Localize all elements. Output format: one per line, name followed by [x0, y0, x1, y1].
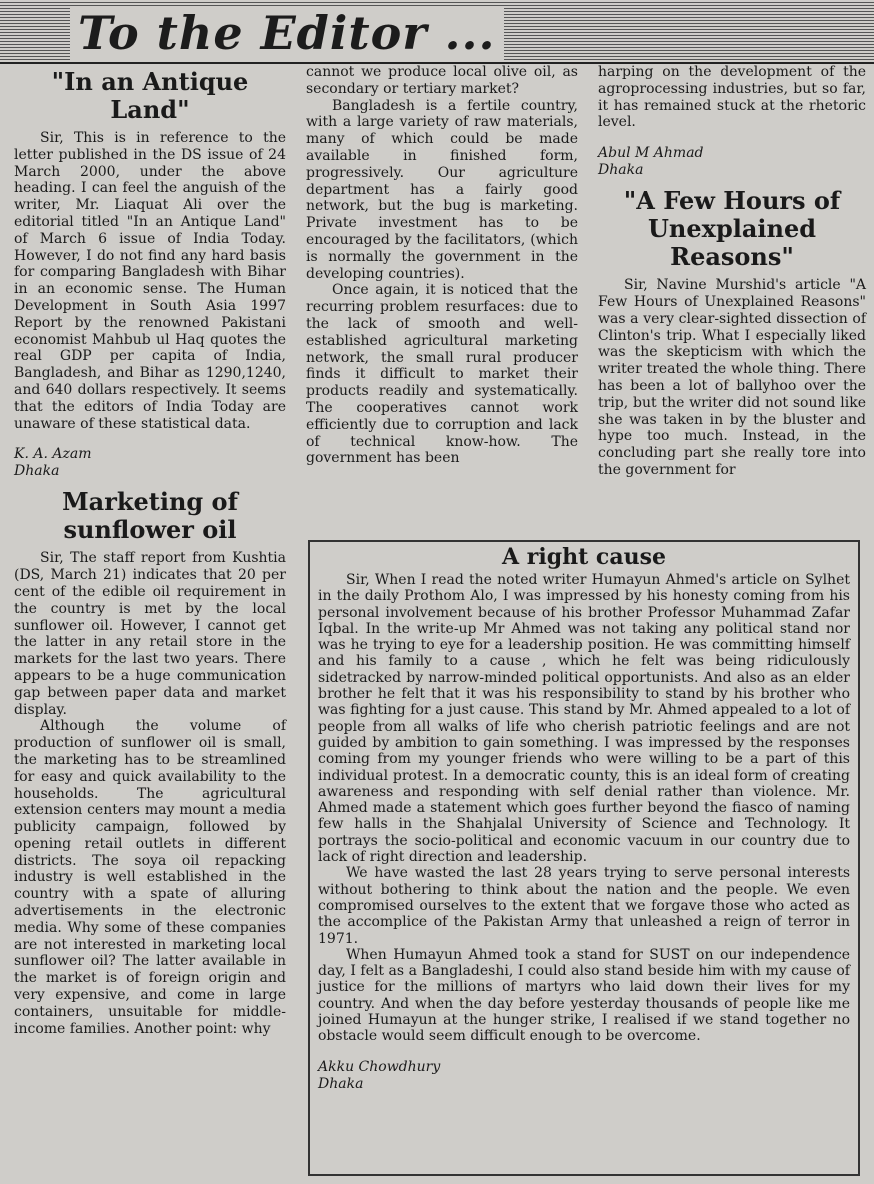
letter-title-sunflower-oil: Marketing of sunflower oil [62, 487, 238, 545]
column-3 [598, 64, 866, 479]
letter-paragraph: Sir, The staff report from Kushtia (DS, March 21) indicates that 20 per cent of the edible oil requirement in the country is met by the local sunflower oil. However, I cannot get the latter in any retail store in the markets for the last two years. There appears to be a huge communication gap between paper data and market display. [14, 550, 286, 718]
letter-paragraph: Bangladesh is a fertile country, with a large variety of raw materials, many of which could be made available in finished form, progressively. Our agriculture department has a fairly good network, but the bug is marketing. Private investment has to be encouraged by the facilitators, (which is normally the government in the developing countries). [306, 97, 578, 282]
letter-paragraph: Although the volume of production of sunflower oil is small, the marketing has to be streamlined for easy and quick availability to the households. The agricultural extension centers may mount a media publicity campaign, followed by opening retail outlets in different districts. The soya oil repacking industry is well established in the country with a spate of alluring advertisements in the electronic media. Why some of these companies are not interested in marketing local sunflower oil? The latter available in the market is of foreign origin and very expensive, and come in large containers, unsuitable for middle-income families. Another point: why [14, 718, 286, 1037]
letter-paragraph: We have wasted the last 28 years trying to serve personal interests without bothering to think about the nation and the people. We even compromised ourselves to the extent that we forgave those who acted as the accomplice of the Pakistan Army that unleashed a reign of terror in 1971. [318, 865, 850, 947]
letter-paragraph: harping on the development of the agroprocessing industries, but so far, it has remained stuck at the rhetoric level. [598, 64, 866, 131]
letter-title-antique-land: "In an Antique Land" [51, 67, 249, 124]
author-name: K. A. Azam [14, 446, 92, 463]
letter-paragraph: Once again, it is noticed that the recurring problem resurfaces: due to the lack of smooth and well-established agricultural marketing network, the small rural producer finds it difficult to market their products readily and systematically. The cooperatives cannot work efficiently due to corruption and lack of technical know-how. The government has been [306, 282, 578, 467]
column-2 [306, 64, 578, 467]
letter-title-few-hours: "A Few Hours of Unexplained Reasons" [623, 186, 841, 272]
author-place: Dhaka [318, 1075, 364, 1092]
right-cause-box [308, 540, 860, 1176]
letter-paragraph: When Humayun Ahmed took a stand for SUST on our independence day, I felt as a Bangladeshi, I could also stand beside him with my cause of justice for the millions of martyrs who laid down their lives for my country. And when the day before yesterday thousands of people like me joined Humayun at the hunger strike, I realised if we stand together no obstacle would seem difficult enough to be overcome. [318, 946, 850, 1045]
signature-azam [14, 446, 286, 480]
author-place: Dhaka [14, 463, 60, 480]
author-place: Dhaka [598, 162, 644, 179]
letter-paragraph: Sir, When I read the noted writer Humayun Ahmed's article on Sylhet in the daily Prothom Alo, I was impressed by his honesty coming from his personal involvement because of his brother Professor Muhammad Zafar Iqbal. In the write-up Mr Ahmed was not taking any political stand nor was he trying to eye for a leadership position. He was committing himself and his family to a cause , which he felt was being ridiculously sidetracked by narrow-minded political opportunists. And also as an elder brother he felt that it was his responsibility to stand by his brother who was fighting for a just cause. This stand by Mr. Ahmed appealed to a lot of people from all walks of life who cherish patriotic feelings and are not guided by ambition to gain something. I was impressed by the responses coming from my younger friends who were willing to be a part of this individual protest. In a democratic county, this is an ideal form of creating awareness and responding with self denial rather than violence. Mr. Ahmed made a statement which goes further beyond the fiasco of naming few halls in the Shahjalal University of Science and Technology. It portrays the socio-political and economic vacuum in our country due to lack of right direction and leadership. [318, 572, 850, 866]
letter-body-few-hours: Sir, Navine Murshid's article "A Few Hours of Unexplained Reasons" was a very clear-sighted dissection of Clinton's trip. What I especially liked was the skepticism with which the writer treated the whole thing. There has been a lot of ballyhoo over the trip, but the writer did not sound like she was taken in by the bluster and hype too much. Instead, in the concluding part she really tore into the government for [598, 277, 866, 478]
section-title: To the Editor ... [70, 6, 504, 60]
masthead [0, 0, 874, 64]
letter-title-right-cause: A right cause [502, 544, 666, 570]
signature-ahmad [598, 145, 866, 179]
letter-paragraph: cannot we produce local olive oil, as secondary or tertiary market? [306, 64, 578, 97]
letter-body-antique-land: Sir, This is in reference to the letter published in the DS issue of 24 March 2000, under the above heading. I can feel the anguish of the writer, Mr. Liaquat Ali over the editorial titled "In an Antique Land" of March 6 issue of India Today. However, I do not find any hard basis for comparing Bangladesh with Bihar in an economic sense. The Human Development in South Asia 1997 Report by the renowned Pakistani economist Mahbub ul Haq quotes the real GDP per capita of India, Bangladesh, and Bihar as 1290,1240, and 640 dollars respectively. It seems that the editors of India Today are unaware of these statistical data. [14, 130, 286, 432]
signature-chowdhury [318, 1059, 850, 1093]
author-name: Akku Chowdhury [318, 1058, 441, 1075]
author-name: Abul M Ahmad [598, 145, 704, 162]
column-1 [14, 64, 286, 1037]
